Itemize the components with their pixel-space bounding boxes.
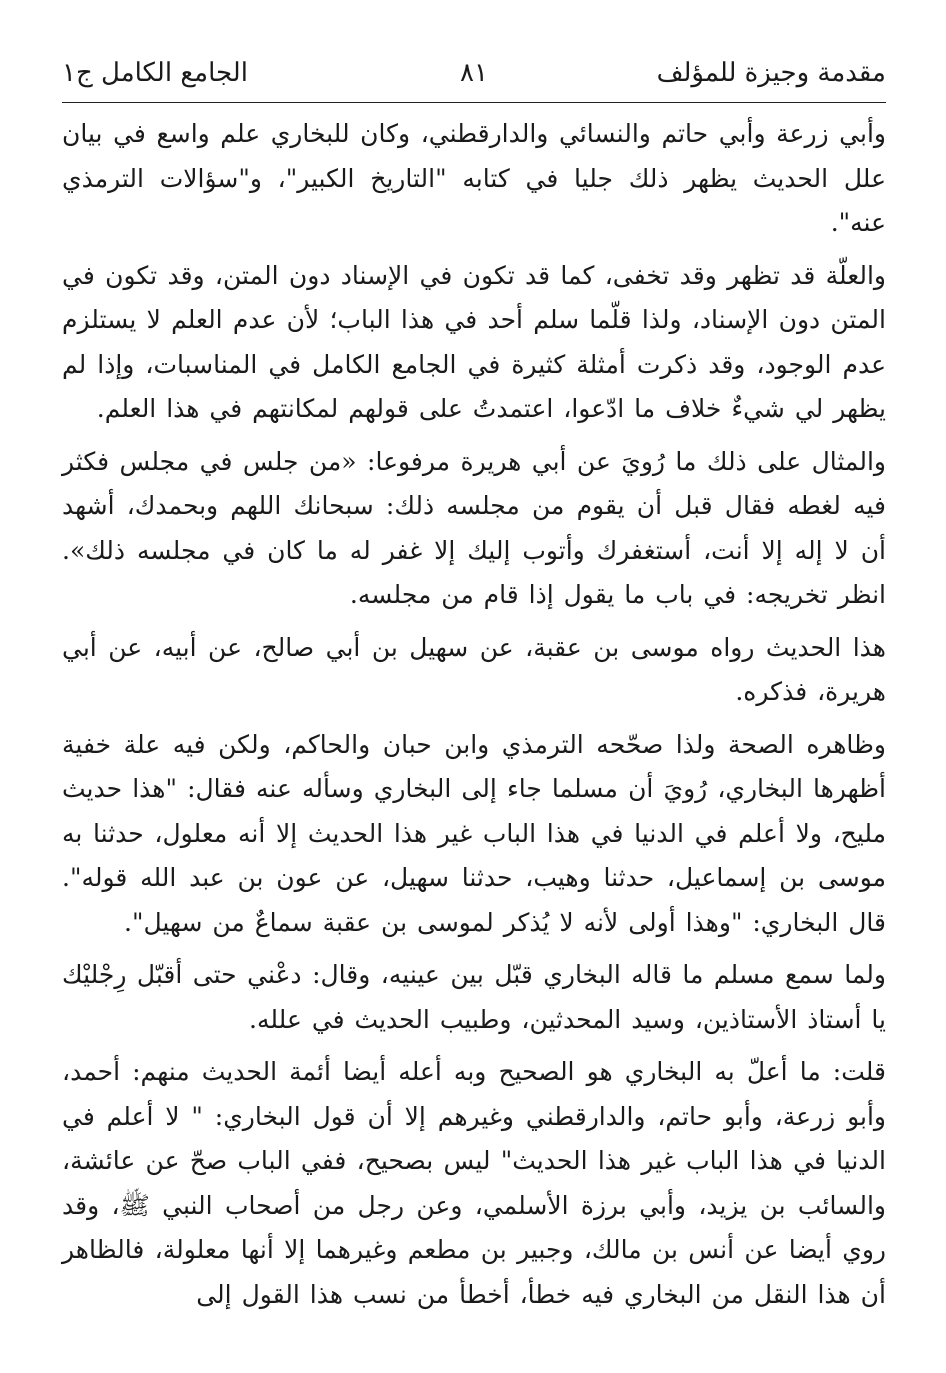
- paragraph: وأبي زرعة وأبي حاتم والنسائي والدارقطني، وكان للبخاري علم واسع في بيان علل الحديث يظهر ذلك جليا في كتابه "التاريخ الكبير"، و"سؤالات الترمذي عنه".: [62, 119, 886, 237]
- paragraph: وظاهره الصحة ولذا صحّحه الترمذي وابن حبان والحاكم، ولكن فيه علة خفية أظهرها البخاري، رُويَ أن مسلما جاء إلى البخاري وسأله عنه فقال: "هذا حديث مليح، ولا أعلم في الدنيا في هذا الباب غير هذا الحديث إلا أنه معلول، حدثنا به موسى بن إسماعيل، حدثنا وهيب، حدثنا سهيل، عن عون بن عبد الله قوله". قال البخاري: "وهذا أولى لأنه لا يُذكر لموسى بن عقبة سماعٌ من سهيل".: [62, 729, 886, 937]
- header-book-title: الجامع الكامل ج١: [62, 58, 248, 88]
- page-number: ٨١: [460, 58, 488, 88]
- paragraph: ولما سمع مسلم ما قاله البخاري قبّل بين عينيه، وقال: دعْني حتى أقبّل رِجْليْك يا أستاذ الأستاذين، وسيد المحدثين، وطبيب الحديث في علله.: [62, 960, 886, 1034]
- header-section-title: مقدمة وجيزة للمؤلف: [656, 58, 886, 88]
- paragraph: قلت: ما أعلّ به البخاري هو الصحيح وبه أعله أيضا أئمة الحديث منهم: أحمد، وأبو زرعة، وأبو حاتم، والدارقطني وغيرهم إلا أن قول البخاري: " لا أعلم في الدنيا في هذا الباب غير هذا الحديث" ليس بصحيح، ففي الباب صحّ عن عائشة، والسائب بن يزيد، وأبي برزة الأسلمي، وعن رجل من أصحاب النبي ﷺ، وقد روي أيضا عن أنس بن مالك، وجبير بن مطعم وغيرهما إلا أنها معلولة، فالظاهر أن هذا النقل من البخاري فيه خطأ، أخطأ من نسب هذا القول إلى: [62, 1057, 886, 1309]
- paragraph: هذا الحديث رواه موسى بن عقبة، عن سهيل بن أبي صالح، عن أبيه، عن أبي هريرة، فذكره.: [62, 632, 886, 706]
- body-text: [62, 112, 886, 1352]
- paragraph: والعلّة قد تظهر وقد تخفى، كما قد تكون في الإسناد دون المتن، وقد تكون في المتن دون الإسناد، ولذا قلّما سلم أحد في هذا الباب؛ لأن عدم العلم لا يستلزم عدم الوجود، وقد ذكرت أمثلة كثيرة في الجامع الكامل في المناسبات، وإذا لم يظهر لي شيءٌ خلاف ما ادّعوا، اعتمدتُ على قولهم لمكانتهم في هذا العلم.: [62, 260, 886, 423]
- running-header: [62, 50, 886, 100]
- paragraph: والمثال على ذلك ما رُويَ عن أبي هريرة مرفوعا: «من جلس في مجلس فكثر فيه لغطه فقال قبل أن يقوم من مجلسه ذلك: سبحانك اللهم وبحمدك، أشهد أن لا إله إلا أنت، أستغفرك وأتوب إليك إلا غفر له ما كان في مجلسه ذلك». انظر تخريجه: في باب ما يقول إذا قام من مجلسه.: [62, 446, 886, 609]
- header-rule: [62, 102, 886, 103]
